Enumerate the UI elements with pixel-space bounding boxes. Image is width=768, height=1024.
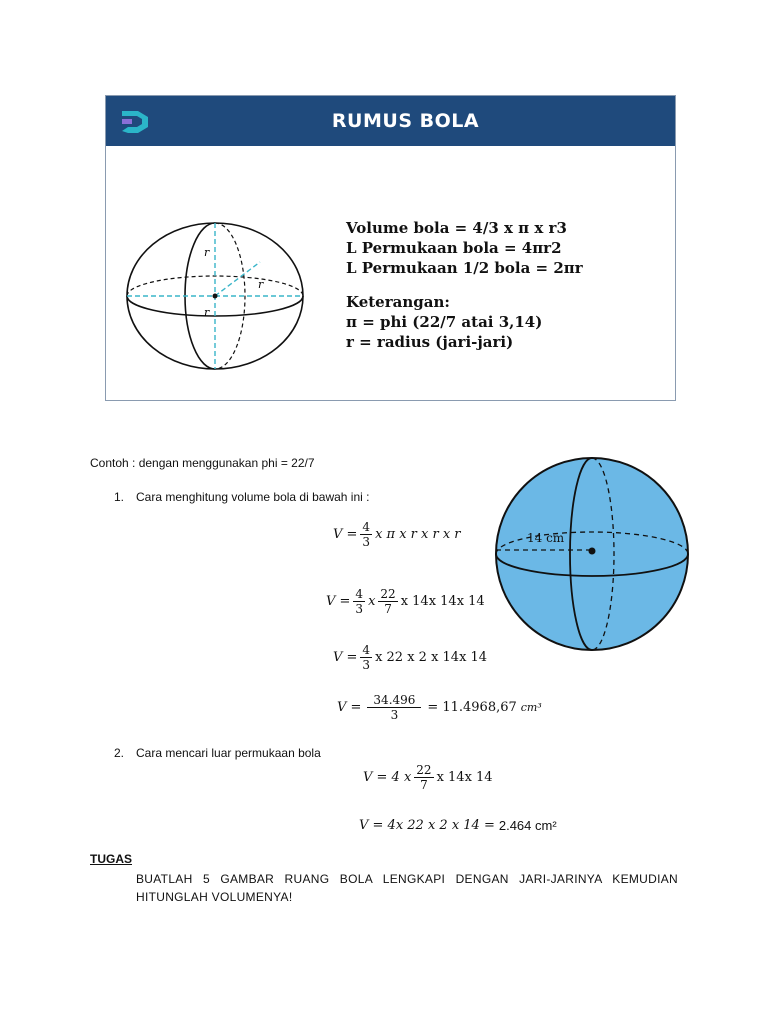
item-number: 2. xyxy=(114,746,125,760)
item-title-surface: Cara mencari luar permukaan bola xyxy=(136,746,321,760)
rumus-bola-infographic xyxy=(105,95,676,401)
fraction: $\frac{4}{3}$ xyxy=(355,587,364,616)
sphere-diagram-small xyxy=(120,216,310,376)
radius-label: r xyxy=(258,278,264,291)
notes-title: Keterangan: xyxy=(346,293,450,311)
sphere-diagram-14cm xyxy=(494,456,690,652)
fraction: $\frac{34.496}{3}$ xyxy=(367,693,421,722)
radius-label: r xyxy=(204,306,210,319)
banner-header xyxy=(106,96,675,146)
example-intro: Contoh : dengan menggunakan phi = 22/7 xyxy=(90,456,315,470)
tugas-heading: TUGAS xyxy=(90,852,132,866)
banner-title: RUMUS BOLA xyxy=(331,110,480,132)
fraction: $\frac{22}{7}$ xyxy=(380,587,396,616)
surface-step-1: V = 4 x $\frac{22}{7}$ x 14x 14 xyxy=(363,763,493,792)
surface-result: 2.464 cm² xyxy=(498,818,557,833)
formula-list xyxy=(346,218,583,352)
tugas-instruction: BUATLAH 5 GAMBAR RUANG BOLA LENGKAPI DENGAN JARI-JARINYA KEMUDIAN HITUNGLAH VOLUMENYA! xyxy=(136,872,678,904)
volume-step-1: V = $\frac{4}{3}$ x π x r x r x r xyxy=(333,520,461,549)
formula-surface: L Permukaan bola = 4πr2 xyxy=(346,239,562,257)
fraction: $\frac{22}{7}$ xyxy=(416,763,432,792)
surface-step-2: V = 4x 22 x 2 x 14 = 2.464 cm² xyxy=(359,818,557,833)
volume-unit: cm³ xyxy=(520,701,542,714)
radius-label: r xyxy=(204,246,210,259)
item-title-volume: Cara menghitung volume bola di bawah ini : xyxy=(136,490,370,504)
volume-step-4: V = $\frac{34.496}{3}$ = 11.4968,67 cm³ xyxy=(337,693,542,722)
item-number: 1. xyxy=(114,490,125,504)
formula-volume: Volume bola = 4/3 x π x r3 xyxy=(346,219,567,237)
fraction: $\frac{4}{3}$ xyxy=(362,520,371,549)
note-phi: π = phi (22/7 atai 3,14) xyxy=(346,313,543,331)
volume-result: 11.4968,67 xyxy=(442,700,517,715)
volume-step-2: V = $\frac{4}{3}$ x $\frac{22}{7}$ x 14x 14x 14 xyxy=(326,587,485,616)
volume-step-3: V = $\frac{4}{3}$ x 22 x 2 x 14x 14 xyxy=(333,643,488,672)
note-radius: r = radius (jari-jari) xyxy=(346,333,514,351)
formula-half-surface: L Permukaan 1/2 bola = 2πr xyxy=(346,259,583,277)
sphere-radius-label: 14 cm xyxy=(527,531,565,545)
fraction: $\frac{4}{3}$ xyxy=(362,643,371,672)
